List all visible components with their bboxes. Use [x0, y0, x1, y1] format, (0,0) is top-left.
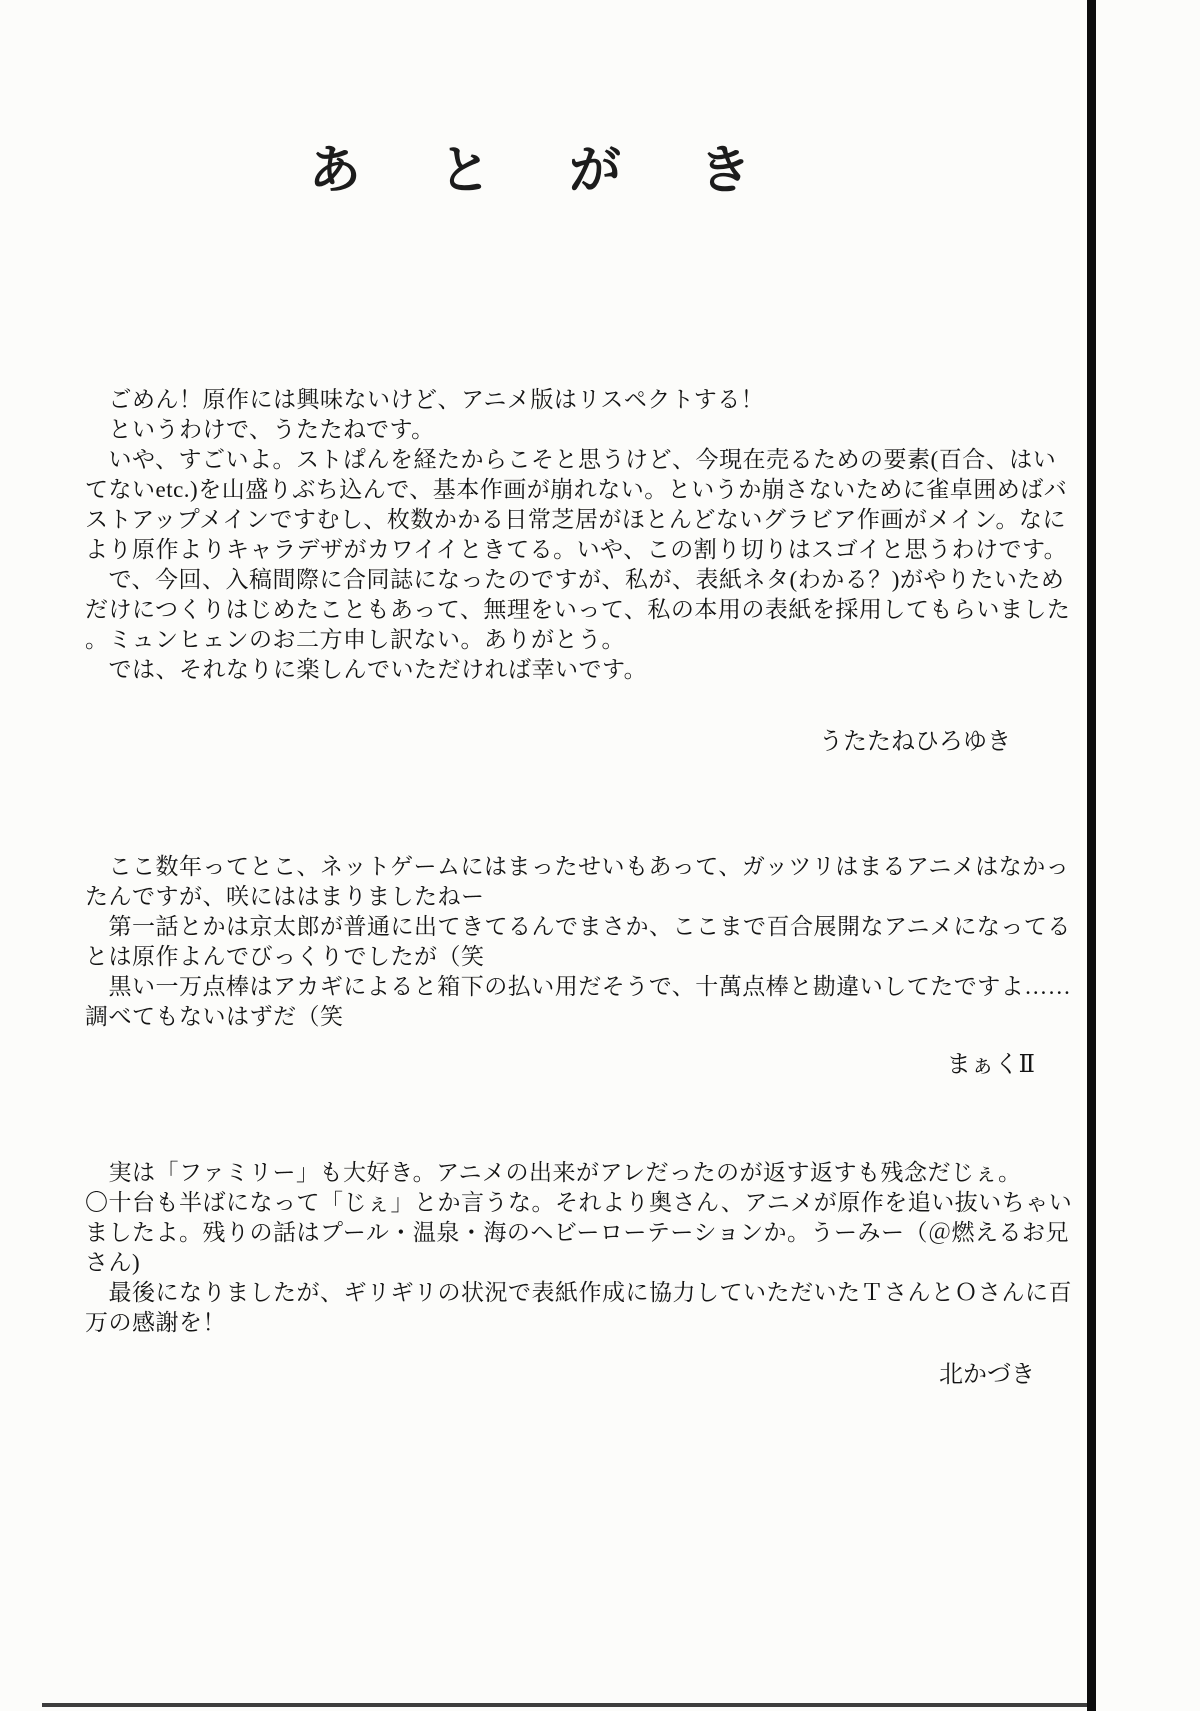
page-title: あ と が き	[308, 141, 782, 201]
scan-bottom-edge	[42, 1703, 1087, 1707]
paragraph-line: というわけで、うたたねです。	[85, 417, 435, 442]
afterword-section-maaku	[85, 852, 1072, 1080]
paragraph-line: さん)	[85, 1250, 141, 1275]
paragraph-line: いや、すごいよ。ストぱんを経たからこそと思うけど、今現在売るための要素(百合、はい	[85, 447, 1057, 472]
paragraph-line: ここ数年ってとこ、ネットゲームにはまったせいもあって、ガッツリはまるアニメはなかっ	[85, 854, 1070, 879]
paragraph-line: 。ミュンヒェンのお二方申し訳ない。ありがとう。	[85, 627, 626, 652]
paragraph-line: だけにつくりはじめたこともあって、無理をいって、私の本用の表紙を採用してもらいました	[85, 597, 1071, 622]
paragraph-line: 最後になりましたが、ギリギリの状況で表紙作成に協力していただいたＴさんとＯさんに百	[85, 1280, 1072, 1305]
paragraph-line: 第一話とかは京太郎が普通に出てきてるんでまさか、ここまで百合展開なアニメになってる	[85, 914, 1071, 939]
paragraph-line: 〇十台も半ばになって「じぇ」とか言うな。それより奥さん、アニメが原作を追い抜いちゃい	[85, 1190, 1073, 1215]
paragraph-line: より原作よりキャラデザがカワイイときてる。いや、この割り切りはスゴイと思うわけです。	[85, 537, 1068, 562]
paragraph-line: 黒い一万点棒はアカギによると箱下の払い用だそうで、十萬点棒と勘違いしてたですよ……	[85, 974, 1072, 999]
afterword-section-utatane	[85, 385, 1071, 757]
scan-gutter-bar	[1087, 0, 1096, 1711]
paragraph-line: では、それなりに楽しんでいただければ幸いです。	[85, 657, 648, 682]
paragraph-line: で、今回、入稿間際に合同誌になったのですが、私が、表紙ネタ(わかる？)がやりたいため	[85, 567, 1065, 592]
author-signature: まぁくⅡ	[946, 1052, 1035, 1078]
paragraph-line: とは原作よんでびっくりでしたが（笑	[85, 944, 485, 969]
paragraph-line: 調べてもないはずだ（笑	[85, 1004, 344, 1029]
paragraph-line: てないetc.)を山盛りぶち込んで、基本作画が崩れない。というか崩さないために雀卓囲めばバ	[85, 477, 1068, 502]
paragraph-line: ストアップメインですむし、枚数かかる日常芝居がほとんどないグラビア作画がメイン。なに	[85, 507, 1067, 532]
afterword-section-kitakazuki	[85, 1158, 1073, 1390]
author-signature: 北かづき	[939, 1362, 1035, 1388]
author-signature: うたたねひろゆき	[819, 729, 1011, 755]
paragraph-line: 万の感謝を！	[85, 1310, 226, 1335]
paragraph-line: 実は「ファミリー」も大好き。アニメの出来がアレだったのが返す返すも残念だじぇ。	[85, 1160, 1022, 1185]
paragraph-line: たんですが、咲にははまりましたねー	[85, 884, 485, 909]
paragraph-line: ごめん！原作には興味ないけど、アニメ版はリスペクトする！	[85, 387, 765, 412]
paragraph-line: ましたよ。残りの話はプール・温泉・海のヘビーローテーションか。うーみー（＠燃えるお兄	[85, 1220, 1070, 1245]
